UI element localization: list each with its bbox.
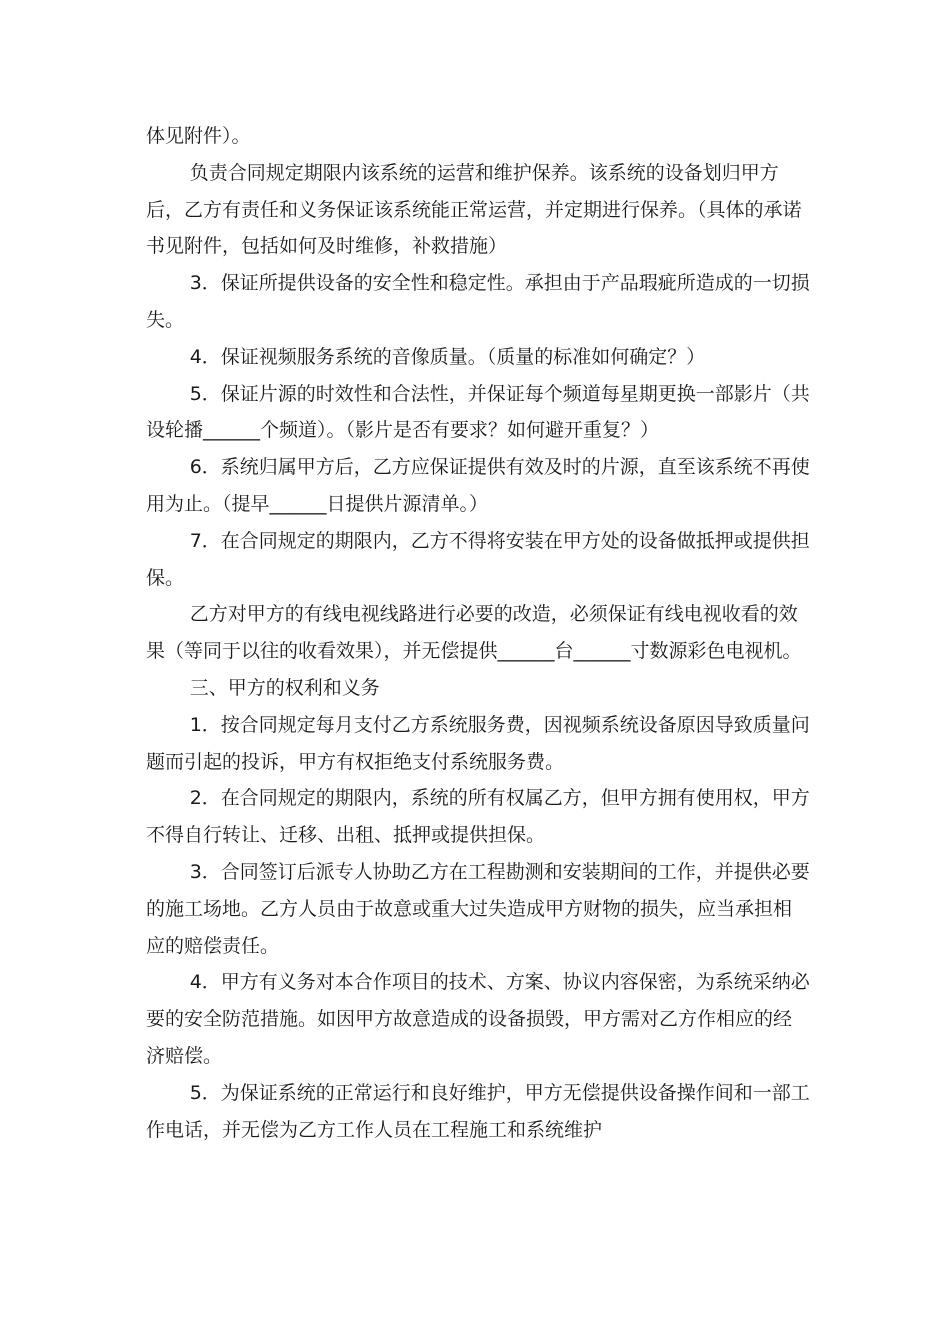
party-a-clause-3: 3．合同签订后派专人协助乙方在工程勘测和安装期间的工作，并提供必要的施工场地。乙方人员由于故意或重大过失造成甲方财物的损失，应当承担相应的赔偿责任。	[146, 860, 810, 957]
party-a-clause-2: 2．在合同规定的期限内，系统的所有权属乙方，但甲方拥有使用权，甲方不得自行转让、迁移、出租、抵押或提供担保。	[146, 787, 810, 847]
paragraph-maintenance: 负责合同规定期限内该系统的运营和维护保养。该系统的设备划归甲方后，乙方有责任和义务保证该系统能正常运营，并定期进行保养。（具体的承诺书见附件，包括如何及时维修，补救措施）	[146, 161, 802, 258]
clause-7-mortgage: 7．在合同规定的期限内，乙方不得将安装在甲方处的设备做抵押或提供担保。	[146, 529, 810, 589]
section-heading-party-a: 三、甲方的权利和义务	[189, 676, 380, 699]
document-body	[146, 118, 810, 1148]
clause-6-supply: 6．系统归属甲方后，乙方应保证提供有效及时的片源，直至该系统不再使用为止。（提早______日提供片源清单。）	[146, 456, 810, 515]
paragraph-cable-tv: 乙方对甲方的有线电视线路进行必要的改造，必须保证有线电视收看的效果（等同于以往的收看效果），并无偿提供______台______寸数源彩色电视机。	[146, 603, 802, 663]
clause-4-quality: 4．保证视频服务系统的音像质量。（质量的标准如何确定？）	[189, 345, 706, 368]
clause-3-safety: 3．保证所提供设备的安全性和稳定性。承担由于产品瑕疵所造成的一切损失。	[146, 272, 810, 331]
party-a-clause-1: 1．按合同规定每月支付乙方系统服务费，因视频系统设备原因导致质量问题而引起的投诉，甲方有权拒绝支付系统服务费。	[146, 713, 810, 773]
clause-5-source: 5．保证片源的时效性和合法性，并保证每个频道每星期更换一部影片（共设轮播______个频道）。（影片是否有要求？如何避开重复？）	[146, 382, 810, 442]
paragraph-continuation: 体见附件）。	[146, 125, 251, 147]
party-a-clause-5: 5．为保证系统的正常运行和良好维护，甲方无偿提供设备操作间和一部工作电话，并无偿为乙方工作人员在工程施工和系统维护	[146, 1081, 810, 1141]
party-a-clause-4: 4．甲方有义务对本合作项目的技术、方案、协议内容保密，为系统采纳必要的安全防范措施。如因甲方故意造成的设备损毁，甲方需对乙方作相应的经济赔偿。	[146, 971, 810, 1067]
